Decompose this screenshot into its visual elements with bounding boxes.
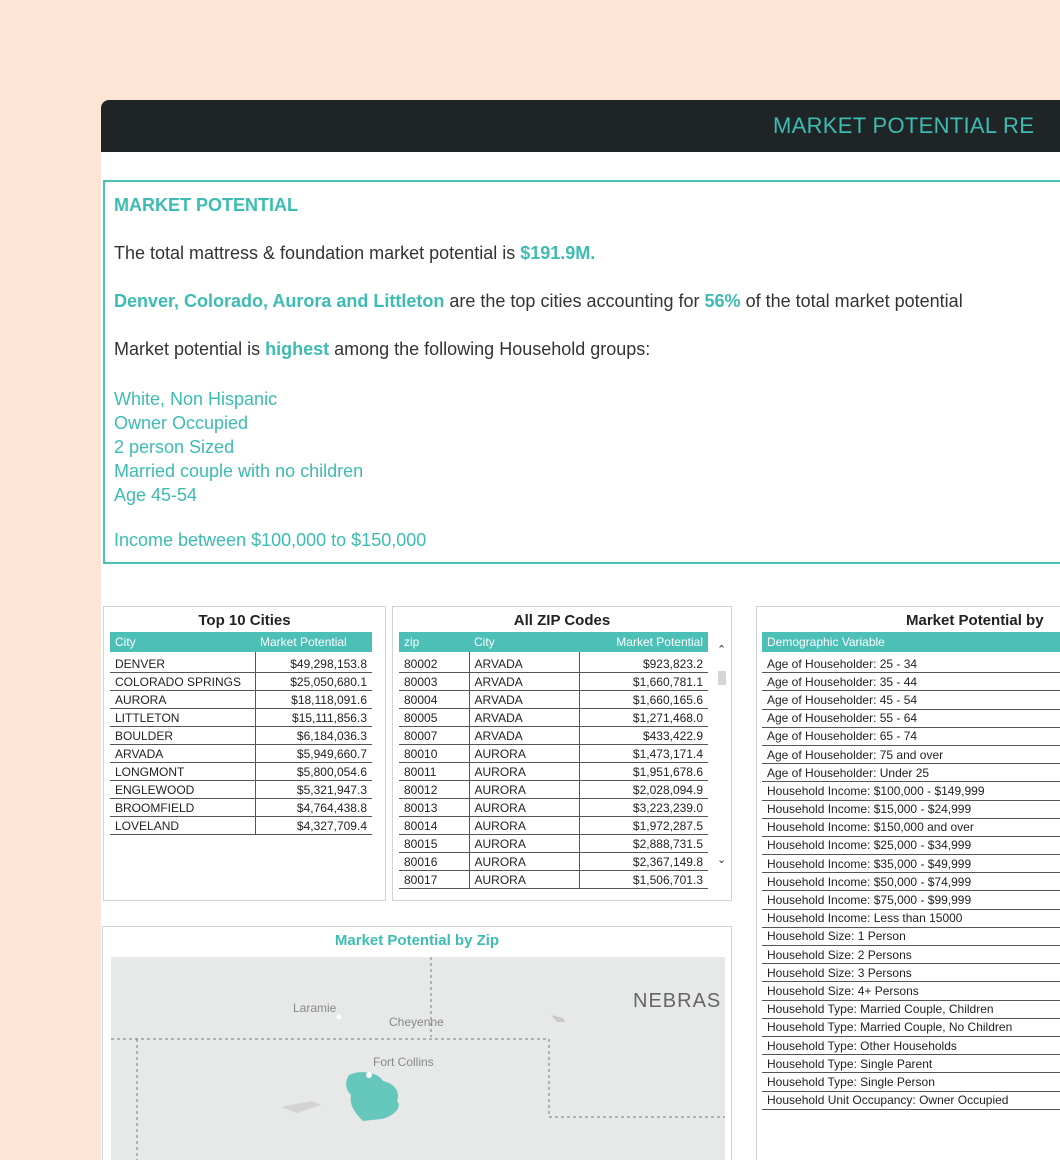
table-row[interactable] [762,982,1060,1000]
city-cell: ARVADA [469,673,579,691]
summary-heading: MARKET POTENTIAL [114,195,298,215]
city-cell: COLORADO SPRINGS [110,673,255,691]
table-row[interactable] [110,799,372,817]
report-title-bar [101,100,1060,152]
zip-cell: 80003 [399,673,469,691]
zip-cell: 80004 [399,691,469,709]
table-row[interactable] [399,652,708,673]
table-row[interactable] [110,817,372,835]
demographic-variable-cell: Household Type: Married Couple, Children [762,1000,1060,1018]
market-potential-cell: $5,321,947.3 [255,781,372,799]
column-header-market-potential[interactable]: Market Potential [579,632,708,652]
highest-post-text: among the following Household groups: [329,339,651,359]
table-row[interactable] [399,691,708,709]
table-row[interactable] [399,835,708,853]
map-title: Market Potential by Zip [334,932,500,949]
demographic-variable-cell: Household Type: Married Couple, No Children [762,1018,1060,1036]
demographic-variable-cell: Household Size: 4+ Persons [762,982,1060,1000]
zip-cell: 80007 [399,727,469,745]
market-potential-cell: $15,111,856.3 [255,709,372,727]
table-row[interactable] [762,946,1060,964]
demographic-variable-cell: Household Income: $25,000 - $34,999 [762,836,1060,854]
city-cell: LOVELAND [110,817,255,835]
city-cell: AURORA [469,799,579,817]
demographic-variable-cell: Household Income: $75,000 - $99,999 [762,891,1060,909]
group-item: 2 person Sized [114,437,235,457]
table-row[interactable] [762,836,1060,854]
market-potential-cell: $1,660,165.6 [579,691,708,709]
market-potential-cell: $4,327,709.4 [255,817,372,835]
demographic-variable-cell: Age of Householder: Under 25 [762,764,1060,782]
zip-table-scrollbar[interactable] [717,643,727,891]
household-group-list [114,387,363,507]
demographic-variable-cell: Household Income: $150,000 and over [762,818,1060,836]
highest-pre-text: Market potential is [114,339,266,359]
demographics-title: Market Potential by [906,612,1044,629]
map-feature [281,1101,321,1113]
column-header-demographic-variable[interactable]: Demographic Variable [762,632,1060,652]
demographic-variable-cell: Age of Householder: 35 - 44 [762,673,1060,691]
cities-mid-text: are the top cities accounting for [444,291,705,311]
table-row[interactable] [110,673,372,691]
zip-cell: 80013 [399,799,469,817]
table-row[interactable] [762,782,1060,800]
cities-post-text: of the total market potential [740,291,963,311]
map-label-fort-collins: Fort Collins [373,1055,434,1069]
zip-codes-table [399,632,708,889]
top-cities-title: Top 10 Cities [198,612,291,629]
table-row[interactable] [399,709,708,727]
city-cell: BOULDER [110,727,255,745]
demographic-variable-cell: Household Income: $100,000 - $149,999 [762,782,1060,800]
table-row[interactable] [399,763,708,781]
table-row[interactable] [110,781,372,799]
table-row[interactable] [762,909,1060,927]
summary-highest-line [114,339,650,360]
market-potential-cell: $25,050,680.1 [255,673,372,691]
market-potential-cell: $1,506,701.3 [579,871,708,889]
table-row[interactable] [110,763,372,781]
table-row[interactable] [762,855,1060,873]
market-potential-cell: $2,028,094.9 [579,781,708,799]
market-potential-summary [103,180,1060,564]
summary-total-line [114,243,595,264]
market-potential-cell: $923,823.2 [579,652,708,673]
group-item: Married couple with no children [114,461,364,481]
demographic-variable-cell: Household Income: $35,000 - $49,999 [762,855,1060,873]
highest-word: highest [265,339,330,359]
zip-codes-panel [392,606,732,901]
city-cell: DENVER [110,652,255,673]
city-cell: AURORA [469,853,579,871]
city-cell: AURORA [469,781,579,799]
demographic-variable-cell: Household Income: $50,000 - $74,999 [762,873,1060,891]
column-header-city[interactable]: City [110,632,255,652]
market-potential-cell: $2,888,731.5 [579,835,708,853]
table-row[interactable] [399,673,708,691]
table-row[interactable] [762,652,1060,673]
income-group: Income between $100,000 to $150,000 [114,530,427,550]
city-cell: ARVADA [469,691,579,709]
demographic-variable-cell: Household Type: Single Person [762,1073,1060,1091]
market-potential-cell: $1,660,781.1 [579,673,708,691]
table-row[interactable] [399,853,708,871]
city-cell: ARVADA [469,652,579,673]
table-row[interactable] [110,691,372,709]
demographic-variable-cell: Age of Householder: 75 and over [762,745,1060,763]
city-cell: AURORA [110,691,255,709]
table-row[interactable] [110,709,372,727]
city-cell: LONGMONT [110,763,255,781]
market-potential-cell: $1,473,171.4 [579,745,708,763]
city-marker [337,1015,342,1020]
market-potential-cell: $49,298,153.8 [255,652,372,673]
table-row[interactable] [762,873,1060,891]
map-feature [551,1015,565,1022]
report-title: MARKET POTENTIAL RE [773,113,1035,138]
table-header-row [399,632,708,652]
table-row[interactable] [762,1091,1060,1109]
zip-cell: 80011 [399,763,469,781]
report-canvas [101,100,1060,1160]
table-row[interactable] [110,652,372,673]
table-row[interactable] [762,1036,1060,1054]
group-item: Age 45-54 [114,485,198,505]
top-cities-panel [103,606,386,901]
table-row[interactable] [762,1018,1060,1036]
city-cell: AURORA [469,763,579,781]
table-row[interactable] [762,745,1060,763]
market-potential-cell: $3,223,239.0 [579,799,708,817]
demographic-variable-cell: Household Type: Other Households [762,1036,1060,1054]
market-potential-cell: $2,367,149.8 [579,853,708,871]
table-row[interactable] [399,871,708,889]
column-header-zip[interactable]: zip [399,632,469,652]
market-potential-cell: $1,951,678.6 [579,763,708,781]
table-row[interactable] [762,1000,1060,1018]
demographics-panel [756,606,1060,1160]
zip-cell: 80002 [399,652,469,673]
city-cell: ENGLEWOOD [110,781,255,799]
map-label-laramie: Laramie [293,1001,337,1015]
zip-cell: 80015 [399,835,469,853]
market-potential-cell: $5,949,660.7 [255,745,372,763]
zip-cell: 80010 [399,745,469,763]
table-row[interactable] [110,727,372,745]
table-row[interactable] [399,745,708,763]
map-panel [102,926,732,1160]
zip-codes-title: All ZIP Codes [513,612,611,629]
city-marker [366,1072,372,1078]
table-row[interactable] [762,800,1060,818]
table-row[interactable] [762,764,1060,782]
table-row[interactable] [762,691,1060,709]
column-header-city[interactable]: City [469,632,579,652]
state-border [111,1039,725,1117]
table-row[interactable] [762,1073,1060,1091]
summary-cities-line [114,291,963,312]
top-cities-table [110,632,372,835]
table-row[interactable] [762,964,1060,982]
table-row[interactable] [399,817,708,835]
city-cell: ARVADA [110,745,255,763]
total-value: $191.9M. [520,243,596,263]
demographic-variable-cell: Household Income: $15,000 - $24,999 [762,800,1060,818]
market-potential-cell: $433,422.9 [579,727,708,745]
table-row[interactable] [762,818,1060,836]
scroll-up-icon[interactable]: ⌃ [717,644,727,656]
market-potential-cell: $1,972,287.5 [579,817,708,835]
scroll-thumb[interactable] [718,671,726,685]
table-row[interactable] [110,745,372,763]
city-cell: AURORA [469,745,579,763]
city-cell: AURORA [469,817,579,835]
scroll-down-icon[interactable]: ⌄ [717,854,727,866]
table-header-row [110,632,372,652]
city-cell: BROOMFIELD [110,799,255,817]
zip-cell: 80017 [399,871,469,889]
table-row[interactable] [762,709,1060,727]
column-header-market-potential[interactable]: Market Potential [255,632,372,652]
map-label-cheyenne: Cheyenne [389,1015,444,1029]
city-cell: ARVADA [469,727,579,745]
demographic-variable-cell: Age of Householder: 65 - 74 [762,727,1060,745]
demographic-variable-cell: Age of Householder: 45 - 54 [762,691,1060,709]
city-cell: AURORA [469,871,579,889]
market-potential-cell: $6,184,036.3 [255,727,372,745]
top-cities-text: Denver, Colorado, Aurora and Littleton [114,291,445,311]
table-row[interactable] [762,727,1060,745]
demographic-variable-cell: Household Size: 3 Persons [762,964,1060,982]
city-cell: ARVADA [469,709,579,727]
city-cell: AURORA [469,835,579,853]
table-row[interactable] [762,891,1060,909]
demographics-table [762,632,1060,1110]
zip-cell: 80014 [399,817,469,835]
demographic-variable-cell: Age of Householder: 55 - 64 [762,709,1060,727]
cities-percent: 56% [704,291,741,311]
zip-map[interactable] [111,957,725,1160]
demographic-variable-cell: Household Size: 2 Persons [762,946,1060,964]
table-header-row [762,632,1060,652]
group-item: White, Non Hispanic [114,389,278,409]
zip-cell: 80012 [399,781,469,799]
zip-cell: 80016 [399,853,469,871]
city-cell: LITTLETON [110,709,255,727]
table-row[interactable] [399,727,708,745]
table-row[interactable] [399,799,708,817]
demographic-variable-cell: Age of Householder: 25 - 34 [762,652,1060,673]
total-text: The total mattress & foundation market potential is [114,243,521,263]
table-row[interactable] [399,781,708,799]
market-potential-cell: $4,764,438.8 [255,799,372,817]
market-potential-cell: $5,800,054.6 [255,763,372,781]
table-row[interactable] [762,927,1060,945]
group-item: Owner Occupied [114,413,249,433]
zip-region[interactable] [346,1072,399,1121]
map-label-nebraska: NEBRAS [633,990,722,1012]
zip-cell: 80005 [399,709,469,727]
market-potential-cell: $1,271,468.0 [579,709,708,727]
table-row[interactable] [762,1055,1060,1073]
demographic-variable-cell: Household Size: 1 Person [762,927,1060,945]
demographic-variable-cell: Household Income: Less than 15000 [762,909,1060,927]
table-row[interactable] [762,673,1060,691]
demographic-variable-cell: Household Type: Single Parent [762,1055,1060,1073]
market-potential-cell: $18,118,091.6 [255,691,372,709]
demographic-variable-cell: Household Unit Occupancy: Owner Occupied [762,1091,1060,1109]
